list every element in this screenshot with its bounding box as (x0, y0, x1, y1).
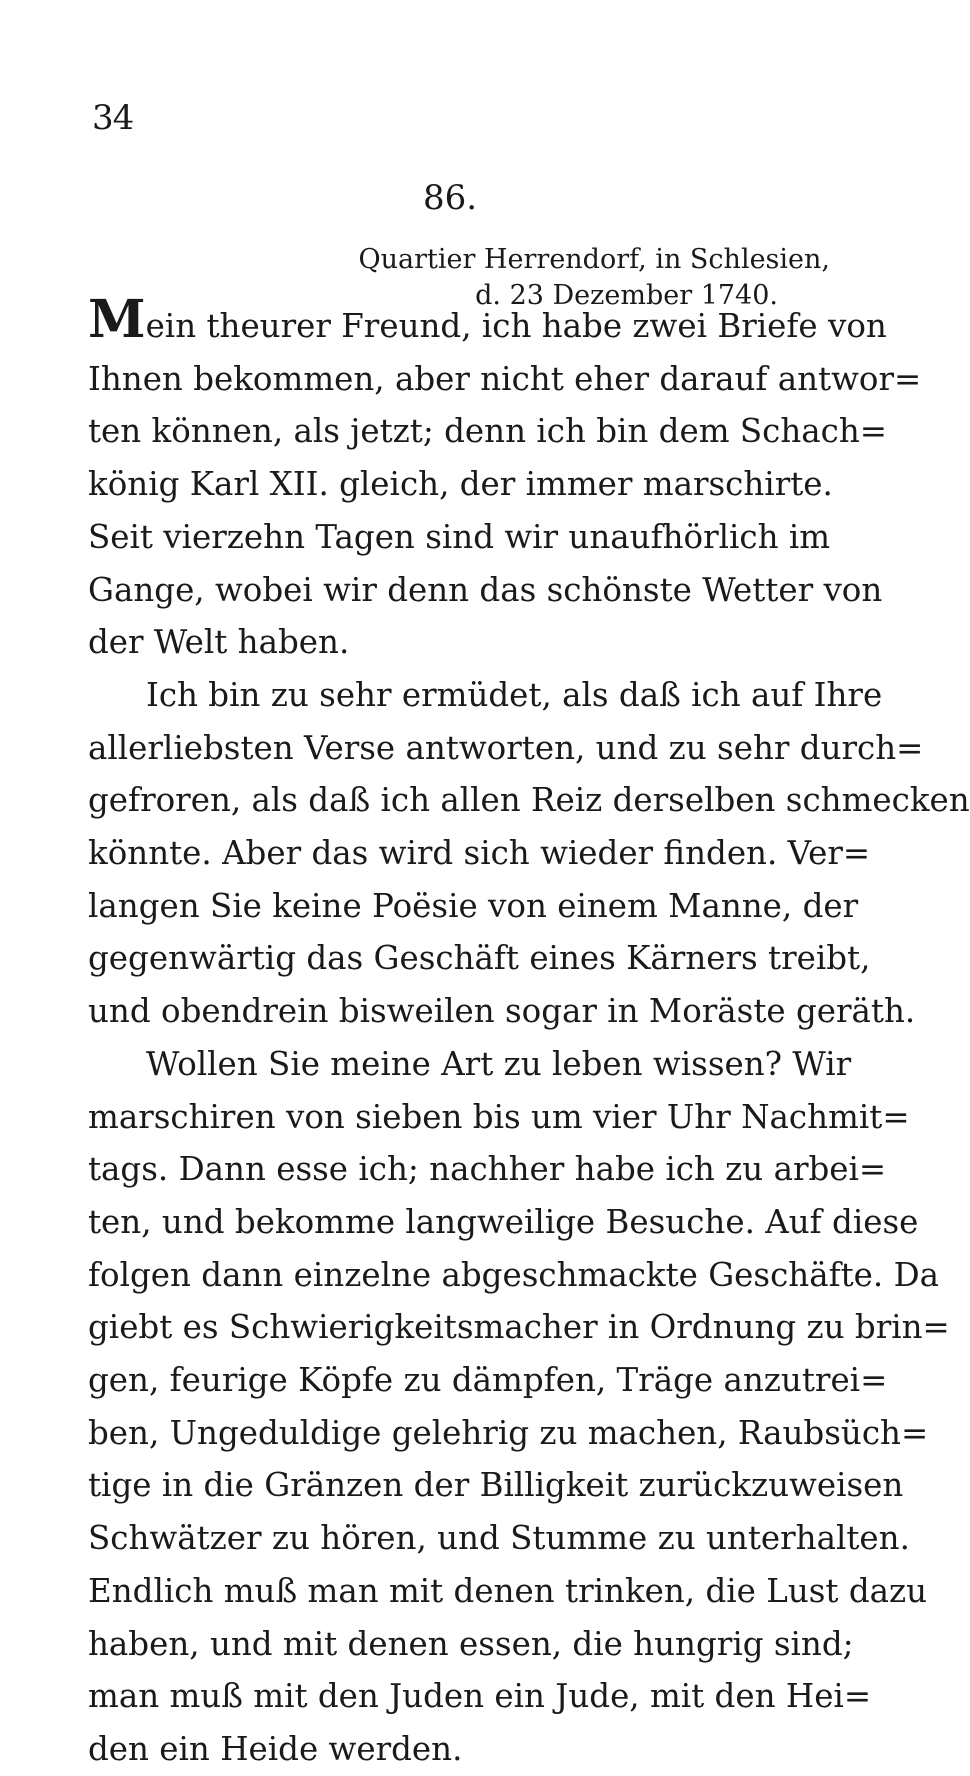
text-line: tige in die Gränzen der Billigkeit zurückzuweisen (88, 1466, 904, 1505)
text-line: tags. Dann esse ich; nachher habe ich zu arbei= (88, 1150, 887, 1189)
text-line: gefroren, als daß ich allen Reiz derselben schmecken (88, 781, 970, 820)
text-line: langen Sie keine Poësie von einem Manne, der (88, 886, 859, 925)
text-line: giebt es Schwierigkeitsmacher in Ordnung zu brin= (88, 1308, 950, 1347)
text-line: und obendrein bisweilen sogar in Moräste geräth. (88, 992, 916, 1031)
text-line: Ihnen bekommen, aber nicht eher darauf antwor= (88, 359, 922, 398)
text-line: könig Karl XII. gleich, der immer marschirte. (88, 465, 833, 504)
text-line: ben, Ungeduldige gelehrig zu machen, Raubsüch= (88, 1413, 929, 1452)
text-line: ten können, als jetzt; denn ich bin dem Schach= (88, 412, 887, 451)
text-line: könnte. Aber das wird sich wieder finden. Ver= (88, 834, 871, 873)
text-line: Gange, wobei wir denn das schönste Wetter von (88, 570, 883, 609)
text-line: gegenwärtig das Geschäft eines Kärners treibt, (88, 939, 871, 978)
dateline-place: Quartier Herrendorf, in Schlesien, (358, 244, 830, 275)
text-line: Ich bin zu sehr ermüdet, als daß ich auf Ihre (146, 675, 883, 714)
text-line: der Welt haben. (88, 623, 350, 662)
text-line: ten, und bekomme langweilige Besuche. Auf diese (88, 1202, 919, 1241)
text-line: Endlich muß man mit denen trinken, die Lust dazu (88, 1571, 928, 1610)
text-line: folgen dann einzelne abgeschmackte Geschäfte. Da (88, 1255, 940, 1294)
drop-cap: M (88, 289, 146, 350)
text-line: haben, und mit denen essen, die hungrig sind; (88, 1624, 854, 1663)
letter-number: 86. (422, 178, 478, 218)
dateline-date: d. 23 Dezember 1740. (475, 280, 778, 311)
text-line: Schwätzer zu hören, und Stumme zu unterhalten. (88, 1519, 910, 1558)
text-line: allerliebsten Verse antworten, und zu sehr durch= (88, 728, 924, 767)
text-line: marschiren von sieben bis um vier Uhr Nachmit= (88, 1097, 910, 1136)
text-line: Wollen Sie meine Art zu leben wissen? Wir (146, 1044, 852, 1083)
text-line: den ein Heide werden. (88, 1729, 463, 1768)
text-line: gen, feurige Köpfe zu dämpfen, Träge anzutrei= (88, 1361, 888, 1400)
text-line: Mein theurer Freund, ich habe zwei Briefe von (88, 289, 887, 350)
text-line: Seit vierzehn Tagen sind wir unaufhörlich im (88, 517, 831, 556)
text-line: man muß mit den Juden ein Jude, mit den Hei= (88, 1677, 872, 1716)
page-number: 34 (92, 98, 134, 138)
